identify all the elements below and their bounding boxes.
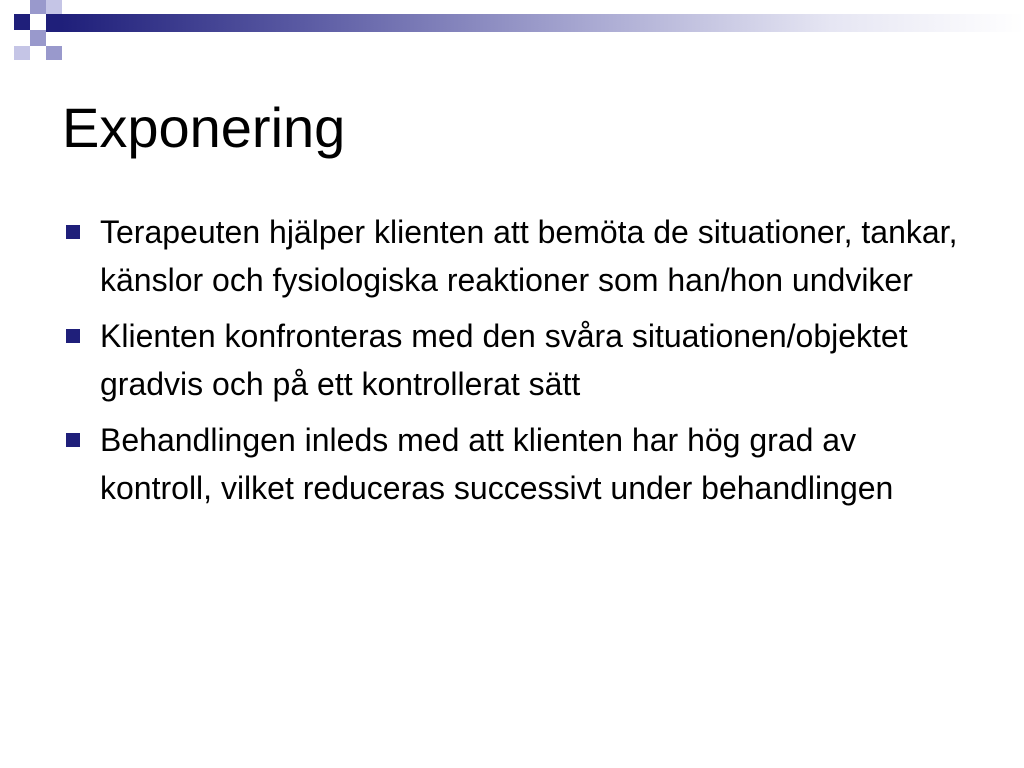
bullet-item xyxy=(62,416,962,512)
square-bullet-icon xyxy=(66,225,80,239)
decor-square-pale-2 xyxy=(14,46,30,60)
decor-square-lavender-2 xyxy=(30,30,46,46)
bullet-item xyxy=(62,312,962,408)
bullet-text: Behandlingen inleds med att klienten har hög grad av kontroll, vilket reduceras successivt under behandlingen xyxy=(100,422,894,506)
bullet-text: Terapeuten hjälper klienten att bemöta de situationer, tankar, känslor och fysiologiska reaktioner som han/hon undviker xyxy=(100,214,958,298)
slide-title: Exponering xyxy=(62,96,346,159)
decor-square-navy-2 xyxy=(46,14,62,32)
decor-square-navy-1 xyxy=(14,14,30,30)
bullet-list xyxy=(62,208,962,520)
square-bullet-icon xyxy=(66,433,80,447)
square-bullet-icon xyxy=(66,329,80,343)
bullet-item xyxy=(62,208,962,304)
bullet-text: Klienten konfronteras med den svåra situationen/objektet gradvis och på ett kontrollerat sätt xyxy=(100,318,908,402)
decor-square-pale-1 xyxy=(46,0,62,14)
header-gradient-bar xyxy=(62,14,1024,32)
decor-square-lavender-1 xyxy=(30,0,46,14)
decor-square-lavender-3 xyxy=(46,46,62,60)
